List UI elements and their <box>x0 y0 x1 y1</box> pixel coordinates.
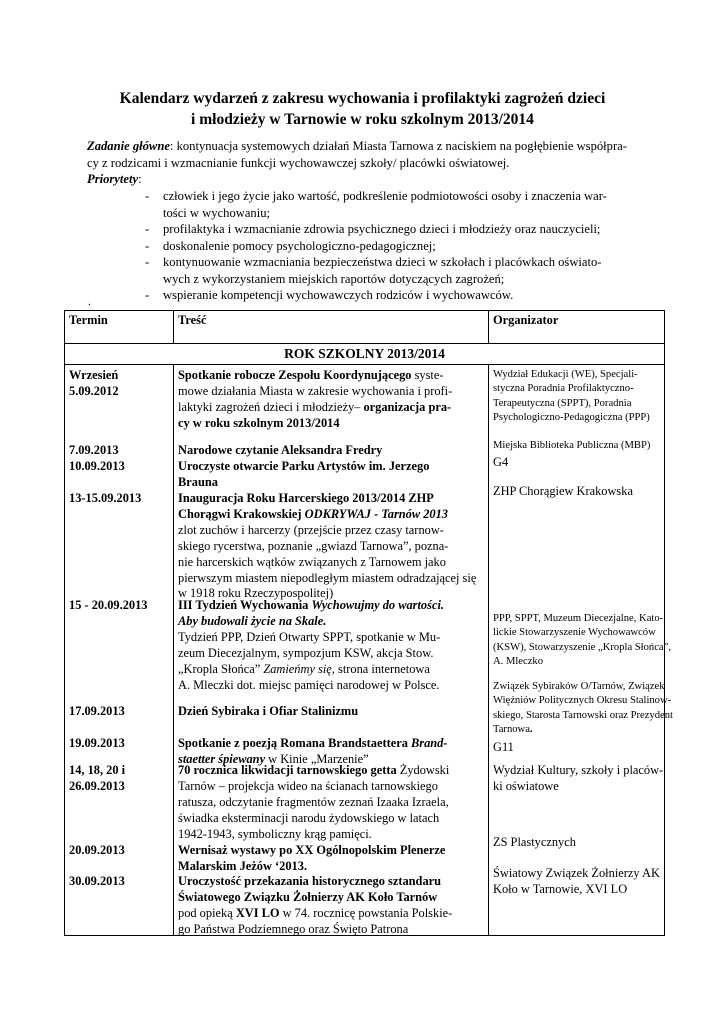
organizer-line: Psychologiczno-Pedagogiczna (PPP) <box>493 411 650 423</box>
priority-text-cont: wych z wykorzystaniem miejskich raportów dotyczących zagrożeń; <box>163 271 505 286</box>
event-text: w 74. rocznicę powstania Polskie- <box>279 905 453 920</box>
header-content: Treść <box>174 311 489 344</box>
organizer-3: G4 <box>493 455 509 469</box>
term-5: 15 - 20.09.2013 <box>69 598 148 612</box>
event-line: Uroczystość przekazania historycznego sztandaru <box>178 874 442 888</box>
event-line: Tarnów – projekcja wideo na ścianach tarnowskiego <box>178 778 438 793</box>
title-line-2: i młodzieży w Tarnowie w roku szkolnym 2013/2014 <box>191 111 534 128</box>
organizer-column <box>489 365 673 936</box>
table-row <box>65 365 665 936</box>
event-line <box>178 507 488 523</box>
event-line: skiego rycerstwa, poznanie „gwiazd Tarnowa”, pozna- <box>178 538 449 553</box>
organizer-line: Terapeutyczna (SPPT), Poradnia <box>493 397 632 409</box>
event-line: Wernisaż wystawy po XX Ogólnopolskim Plenerze <box>178 843 446 857</box>
term-8b: 26.09.2013 <box>69 779 125 793</box>
events-calendar-table <box>64 310 673 936</box>
event-line: Malarskim Jeżów ‘2013. <box>178 858 308 873</box>
main-task <box>87 138 677 155</box>
term-4: 13-15.09.2013 <box>69 491 142 505</box>
event-line: pierwszym miastem niepodległym miastem odradzającej się <box>178 570 477 585</box>
header-organizer: Organizator <box>489 311 665 344</box>
event-text: III Tydzień Wychowania <box>178 598 312 612</box>
organizer-line: lickie Stowarzyszenie Wychowawców <box>493 627 656 639</box>
main-task-label: Zadanie główne <box>87 139 170 153</box>
event-text: pod opieką <box>178 905 236 920</box>
event-line: cy w roku szkolnym 2013/2014 <box>178 415 340 430</box>
event-text: Brand- <box>411 736 448 750</box>
organizer-line: A. Mleczko <box>493 655 544 667</box>
event-banner-ceremony <box>178 874 488 938</box>
event-coordination-meeting <box>178 368 488 432</box>
term-7: 19.09.2013 <box>69 736 125 750</box>
document-title <box>60 88 665 130</box>
organizer-5 <box>493 612 671 669</box>
event-text: Zamieńmy się, <box>263 661 335 676</box>
priority-item <box>145 254 680 287</box>
event-line: Światowego Związku Żołnierzy AK Koło Tarnów <box>178 889 438 904</box>
term-2: 7.09.2013 <box>69 443 119 457</box>
priority-text: - wspieranie kompetencji wychowawczych rodziców i wychowawców. <box>163 288 514 302</box>
event-text: XVI LO <box>235 905 280 920</box>
event-line: A. Mleczki dot. miejsc pamięci narodowej w Polsce. <box>178 677 440 692</box>
term-1b: 5.09.2012 <box>69 384 119 398</box>
event-education-week <box>178 598 488 693</box>
term-3: 10.09.2013 <box>69 459 125 473</box>
event-siberian-day: Dzień Sybiraka i Ofiar Stalinizmu <box>178 704 359 718</box>
event-line <box>178 368 488 384</box>
event-text: „Kropla Słońca” <box>178 661 264 676</box>
event-text: Chorągwi Krakowskiej <box>178 506 305 521</box>
content-column <box>174 365 489 936</box>
event-text: staetter śpiewany <box>178 751 266 766</box>
priority-text: - profilaktyka i wzmacnianie zdrowia psychicznego dzieci i młodzieży oraz nauczycieli; <box>163 222 601 236</box>
event-line: mowe działania Miasta w zakresie wychowania i profi- <box>178 383 453 398</box>
event-exhibition <box>178 843 488 875</box>
section-row <box>65 344 665 365</box>
term-9: 20.09.2013 <box>69 843 125 857</box>
priority-item <box>145 238 680 255</box>
priority-item <box>145 287 680 304</box>
event-line: ratusza, odczytanie fragmentów zeznań Izaaka Izraela, <box>178 794 449 809</box>
organizer-line: Wydział Edukacji (WE), Specjali- <box>493 369 638 380</box>
organizer-2: Miejska Biblioteka Publiczna (MBP) <box>493 440 651 451</box>
organizer-line: (KSW), Stowarzyszenie „Kropla Słońca”, <box>493 641 671 653</box>
organizer-6 <box>493 680 673 737</box>
event-text: w Kinie „Marzenie” <box>265 751 369 766</box>
event-line: Uroczyste otwarcie Parku Artystów im. Jerzego <box>178 459 430 473</box>
event-text: syste- <box>411 368 444 382</box>
event-artists-park <box>178 459 488 491</box>
stray-dot: . <box>88 296 91 308</box>
section-title: ROK SZKOLNY 2013/2014 <box>65 344 665 365</box>
organizer-line: skiego, Starosta Tarnowski oraz Prezydent <box>493 709 673 721</box>
event-line: w 1918 roku Rzeczypospolitej) <box>178 586 334 601</box>
organizer-line: Wydział Kultury, szkoły i placów- <box>493 763 664 777</box>
organizer-8 <box>493 763 663 795</box>
event-line: Inauguracja Roku Harcerskiego 2013/2014 ZHP <box>178 491 434 505</box>
event-line <box>178 400 488 416</box>
event-line <box>178 736 488 752</box>
event-line <box>178 906 488 922</box>
priority-text: - człowiek i jego życie jako wartość, podkreślenie podmiotowości osoby i znaczenia war- <box>163 189 607 203</box>
priority-item <box>145 221 680 238</box>
event-line: nie harcerskich wątków związanych z Tarnowem jako <box>178 554 446 569</box>
organizer-line: PPP, SPPT, Muzeum Diecezjalne, Kato- <box>493 613 664 624</box>
event-line: 1942-1943, symboliczny krąg pamięci. <box>178 826 372 841</box>
event-line: Aby budowali życie na Skale. <box>178 613 327 628</box>
organizer-line: Związek Sybiraków O/Tarnów, Związek <box>493 681 665 692</box>
event-line: go Państwa Podziemnego oraz Święto Patrona <box>178 921 409 936</box>
priorities-heading <box>87 171 677 188</box>
priority-item <box>145 188 680 221</box>
event-text: organizacja pra- <box>360 399 452 414</box>
term-6: 17.09.2013 <box>69 704 125 718</box>
event-line: świadka eksterminacji narodu żydowskiego w latach <box>178 810 440 825</box>
event-line <box>178 763 488 779</box>
organizer-text: . <box>529 723 533 735</box>
event-text: ODKRYWAJ - Tarnów 2013 <box>304 506 448 521</box>
priorities-colon: : <box>138 172 142 186</box>
event-scout-year <box>178 491 488 602</box>
event-text: laktyki zagrożeń dzieci i młodzieży– <box>178 399 361 414</box>
priorities-list <box>145 188 680 304</box>
event-line: Brauna <box>178 474 218 489</box>
organizer-10 <box>493 866 663 898</box>
organizer-line: Światowy Związek Żołnierzy AK <box>493 866 660 880</box>
organizer-7: G11 <box>493 740 514 754</box>
main-task-cont: cy z rodzicami i wzmacnianie funkcji wychowawczej szkoły/ placówki oświatowej. <box>87 155 510 170</box>
term-8a: 14, 18, 20 i <box>69 763 126 777</box>
term-10: 30.09.2013 <box>69 874 125 888</box>
event-line: zlot zuchów i harcerzy (przejście przez czasy tarnow- <box>178 522 444 537</box>
term-column <box>65 365 174 936</box>
organizer-line: styczna Poradnia Profilaktyczno- <box>493 383 634 395</box>
event-ghetto-anniversary <box>178 763 488 843</box>
title-line-1: Kalendarz wydarzeń z zakresu wychowania i profilaktyki zagrożeń dzieci <box>119 90 606 107</box>
header-term: Termin <box>65 311 174 344</box>
event-text: Spotkanie z poezją Romana Brandstaettera <box>178 736 411 750</box>
event-line: Tydzień PPP, Dzień Otwarty SPPT, spotkanie w Mu- <box>178 629 441 644</box>
organizer-9: ZS Plastycznych <box>493 835 576 849</box>
event-line <box>178 662 488 678</box>
organizer-4: ZHP Chorągiew Krakowska <box>493 484 633 498</box>
organizer-line: Więźniów Politycznych Okresu Stalinow- <box>493 695 672 707</box>
organizer-text: Tarnowa <box>493 723 530 735</box>
event-fredro-reading: Narodowe czytanie Aleksandra Fredry <box>178 443 383 457</box>
priority-text-cont: tości w wychowaniu; <box>163 205 271 220</box>
main-task-text-1: : kontynuacja systemowych działań Miasta Tarnowa z naciskiem na pogłębienie współpra- <box>169 139 627 153</box>
event-text: strona internetowa <box>334 661 430 676</box>
organizer-line <box>493 723 663 737</box>
event-line: zeum Diecezjalnym, sympozjum KSW, akcja Stow. <box>178 645 434 660</box>
priority-text: - kontynuowanie wzmacniania bezpieczeństwa dzieci w szkołach i placówkach oświato- <box>163 255 602 269</box>
intro-section <box>87 138 677 188</box>
event-text: Spotkanie robocze Zespołu Koordynującego <box>178 368 412 382</box>
priorities-label: Priorytety <box>87 172 139 186</box>
term-1a: Wrzesień <box>69 368 119 382</box>
event-text: Żydowski <box>396 763 450 777</box>
organizer-line: ki oświatowe <box>493 778 559 793</box>
table-header-row <box>65 311 665 344</box>
organizer-line: Koło w Tarnowie, XVI LO <box>493 881 628 896</box>
event-line <box>178 598 488 614</box>
organizer-1 <box>493 368 663 425</box>
event-text: Wychowujmy do wartości. <box>311 598 444 612</box>
priority-text: - doskonalenie pomocy psychologiczno-pedagogicznej; <box>163 238 436 253</box>
event-text: 70 rocznica likwidacji tarnowskiego getta <box>178 763 397 777</box>
